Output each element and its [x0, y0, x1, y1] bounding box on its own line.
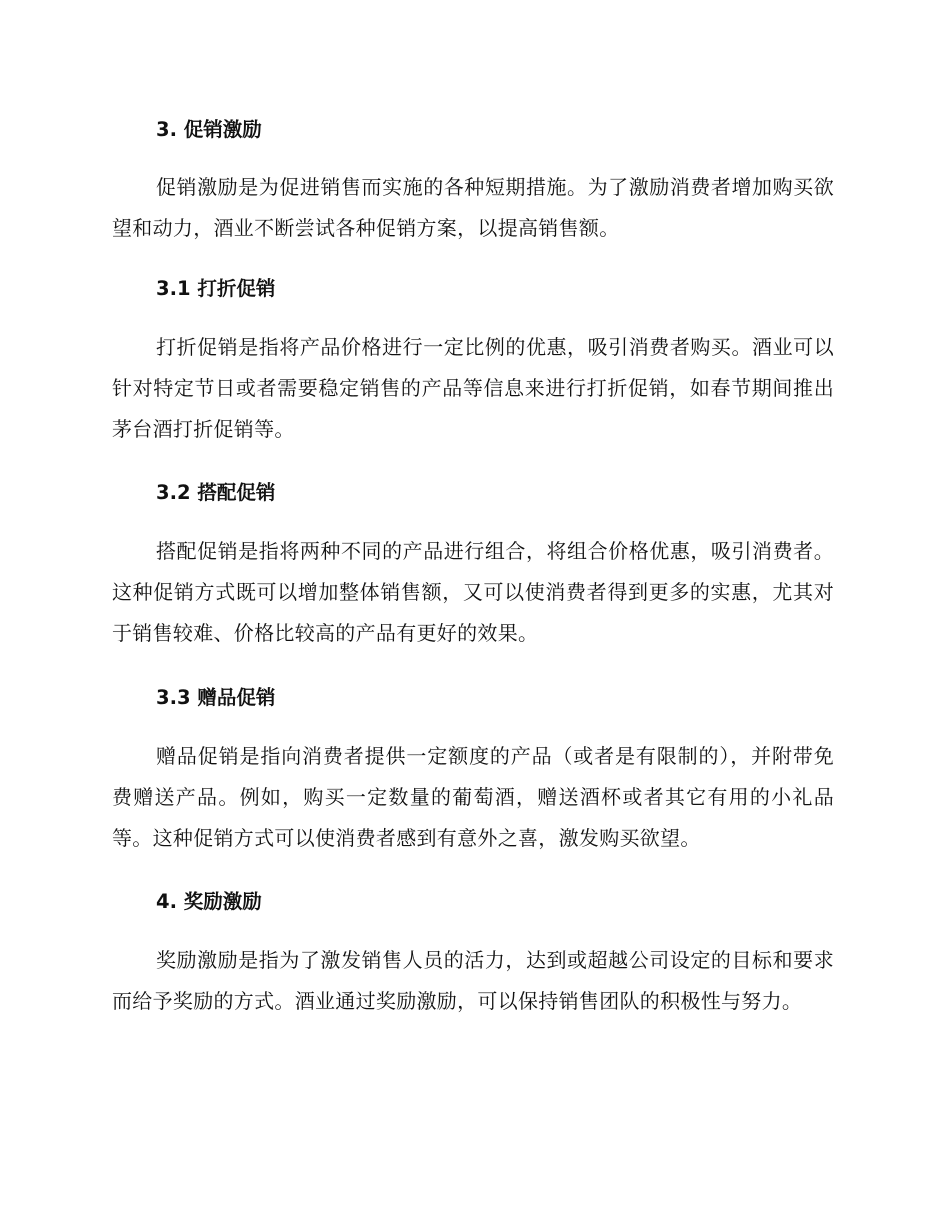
section-body-discount-promotion: 打折促销是指将产品价格进行一定比例的优惠，吸引消费者购买。酒业可以针对特定节日或者需要稳定销售的产品等信息来进行打折促销，如春节期间推出茅台酒打折促销等。: [112, 335, 834, 441]
section-heading-gift-promotion: 3.3 赠品促销: [156, 686, 276, 709]
section-body-promotion-incentive: 促销激励是为促进销售而实施的各种短期措施。为了激励消费者增加购买欲望和动力，酒业不断尝试各种促销方案，以提高销售额。: [112, 175, 834, 240]
section-body-bundle-promotion: 搭配促销是指将两种不同的产品进行组合，将组合价格优惠，吸引消费者。这种促销方式既可以增加整体销售额，又可以使消费者得到更多的实惠，尤其对于销售较难、价格比较高的产品有更好的效果。: [112, 539, 834, 645]
section-body-reward-incentive: 奖励激励是指为了激发销售人员的活力，达到或超越公司设定的目标和要求而给予奖励的方式。酒业通过奖励激励，可以保持销售团队的积极性与努力。: [112, 948, 834, 1013]
section-body-gift-promotion: 赠品促销是指向消费者提供一定额度的产品（或者是有限制的），并附带免费赠送产品。例如，购买一定数量的葡萄酒，赠送酒杯或者其它有用的小礼品等。这种促销方式可以使消费者感到有意外之喜，激发购买欲望。: [112, 744, 834, 850]
section-heading-bundle-promotion: 3.2 搭配促销: [156, 481, 276, 504]
section-heading-promotion-incentive: 3. 促销激励: [156, 118, 262, 141]
section-heading-discount-promotion: 3.1 打折促销: [156, 277, 276, 300]
section-heading-reward-incentive: 4. 奖励激励: [156, 890, 262, 913]
